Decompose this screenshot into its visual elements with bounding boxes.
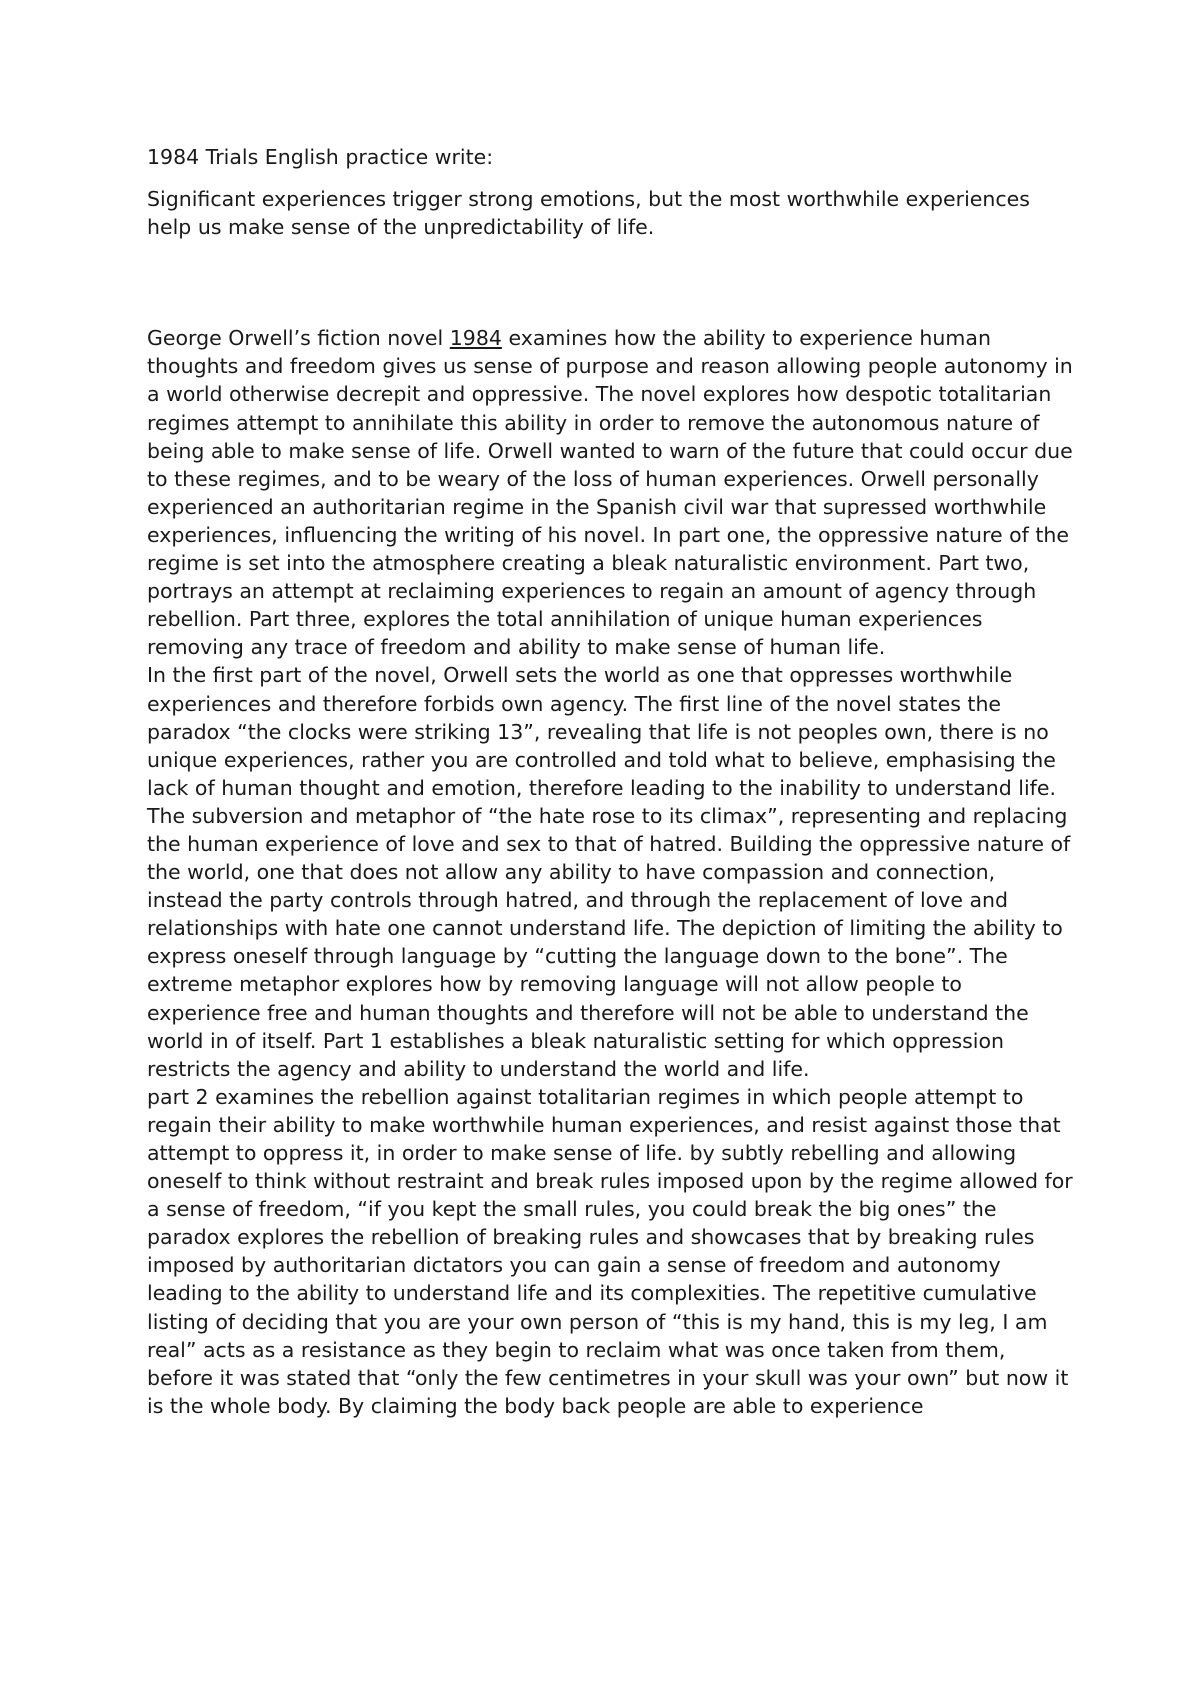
essay-text: [147, 324, 1077, 1420]
intro-text-start: George Orwell’s fiction novel: [147, 326, 450, 351]
novel-title: 1984: [449, 326, 502, 351]
essay-prompt: Significant experiences trigger strong emotions, but the most worthwhile experiences help us make sense of the unpredictability of life.: [147, 187, 1030, 240]
document-heading: 1984 Trials English practice write:: [147, 145, 494, 169]
body-paragraph-part-one: In the first part of the novel, Orwell sets the world as one that oppresses worthwhile experiences and therefore forbids own agency. The first line of the novel states the paradox “the clocks were striking 13”, revealing that life is not peoples own, there is no unique experiences, rather you are controlled and told what to believe, emphasising the lack of human thought and emotion, therefore leading to the inability to understand life. The subversion and metaphor of “the hate rose to its climax”, representing and replacing the human experience of love and sex to that of hatred. Building the oppressive nature of the world, one that does not allow any ability to have compassion and connection, instead the party controls through hatred, and through the replacement of love and relationships with hate one cannot understand life. The depiction of limiting the ability to express oneself through language by “cutting the language down to the bone”. The extreme metaphor explores how by removing language will not allow people to experience free and human thoughts and therefore will not be able to understand the world in of itself. Part 1 establishes a bleak naturalistic setting for which oppression restricts the agency and ability to understand the world and life.: [147, 663, 1071, 1081]
document-body: [147, 143, 1077, 1420]
intro-paragraph: [147, 324, 1077, 661]
intro-text-rest: examines how the ability to experience human thoughts and freedom gives us sense of purpose and reason allowing people autonomy in a world otherwise decrepit and oppressive. The novel explores how despotic totalitarian regimes attempt to annihilate this ability in order to remove the autonomous nature of being able to make sense of life. Orwell wanted to warn of the future that could occur due to these regimes, and to be weary of the loss of human experiences. Orwell personally experienced an authoritarian regime in the Spanish civil war that supressed worthwhile experiences, influencing the writing of his novel. In part one, the oppressive nature of the regime is set into the atmosphere creating a bleak naturalistic environment. Part two, portrays an attempt at reclaiming experiences to regain an amount of agency through rebellion. Part three, explores the total annihilation of unique human experiences removing any trace of freedom and ability to make sense of human life.: [147, 326, 1073, 660]
body-paragraph-part-two: part 2 examines the rebellion against totalitarian regimes in which people attempt to regain their ability to make worthwhile human experiences, and resist against those that attempt to oppress it, in order to make sense of life. by subtly rebelling and allowing oneself to think without restraint and break rules imposed upon by the regime allowed for a sense of freedom, “if you kept the small rules, you could break the big ones” the paradox explores the rebellion of breaking rules and showcases that by breaking rules imposed by authoritarian dictators you can gain a sense of freedom and autonomy leading to the ability to understand life and its complexities. The repetitive cumulative listing of deciding that you are your own person of “this is my hand, this is my leg, I am real” acts as a resistance as they begin to reclaim what was once taken from them, before it was stated that “only the few centimetres in your skull was your own” but now it is the whole body. By claiming the body back people are able to experience: [147, 1084, 1073, 1418]
